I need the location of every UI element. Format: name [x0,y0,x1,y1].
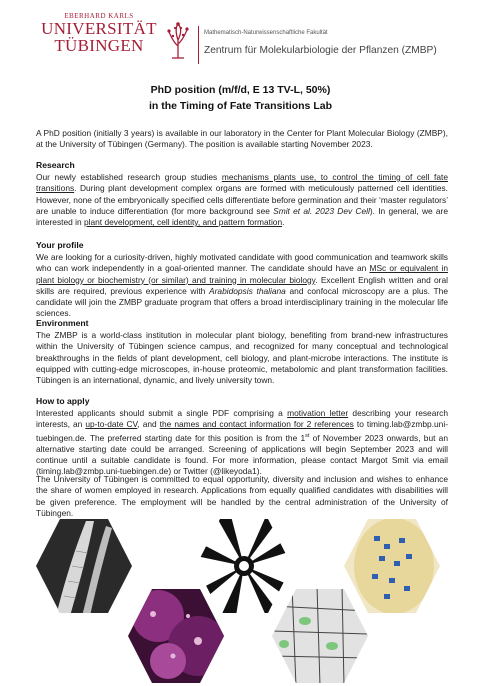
university-logo-line3: TÜBINGEN [54,36,144,55]
research-link-mechanisms[interactable]: mechanisms plants use, to control the timing of cell fate transitions [36,172,448,194]
research-text-2: . During plant development complex organs are formed with meticulously patterned cell identities. However, none of the embryonically specified cells differentiate before germination and their ‘master regulators’ are unable to induce differentiation (for more background see [36,183,448,216]
lab-title: in the Timing of Fate Transitions Lab [149,100,332,112]
intro-paragraph: A PhD position (initially 3 years) is available in our laboratory in the Center for Plant Molecular Biology (ZMBP), at the University of Tübingen (Germany). The position is available starting November 2023. [36,128,448,150]
apply-link-cv[interactable]: up-to-date CV [85,419,138,430]
university-logo-line1: EBERHARD KARLS [64,12,134,20]
hex-image-blue-cells [344,516,440,616]
hex-image-cell-grid [272,586,368,686]
center-name: Zentrum für Molekularbiologie der Pflanzen (ZMBP) [204,45,437,56]
apply-text-3: , and [137,419,160,430]
zmbp-tree-icon [163,20,193,60]
research-link-plant-development[interactable]: plant development, cell identity, and pattern formation [83,217,283,228]
profile-text-1: We are looking for a curiosity-driven, highly motivated candidate with good communication and teamwork skills who can work independently in a goal-oriented manner. The candidate should have an [36,252,448,274]
profile-paragraph [36,252,448,320]
apply-superscript: st [305,432,310,439]
research-text-3: ). In general, we are interested in [36,205,448,228]
hex-image-root-tip [36,516,132,616]
apply-link-motivation-letter[interactable]: motivation letter [287,408,349,418]
research-text-1: Our newly established research group studies [36,172,222,182]
profile-species: Arabidopsis thaliana [209,285,286,296]
apply-text-4: to timing.lab@zmbp.uni-tuebingen.de. The preferred starting date for this position is from the 1 [36,419,448,443]
apply-text-1: Interested applicants should submit a single PDF comprising a [36,408,288,418]
environment-paragraph: The ZMBP is a world-class institution in molecular plant biology, benefiting from brand-new infrastructures within the University of Tübingen science campus, and recognized for many conceptual and technological breakthroughs in the fields of plant development, cell biology, and plant-microbe interactions. The institute is equipped with cutting-edge microscopes, in-house proteomic, metabolomic and plant transformation facilities. Tübingen is an international, dynamic, and lively university town. [36,330,448,386]
research-text-4: . [282,217,285,228]
research-heading: Research [36,160,75,170]
apply-link-references[interactable]: the names and contact information for 2 references [159,419,354,430]
hex-image-spiral-pattern [196,516,292,616]
university-logo-line2: UNIVERSITÄT [41,19,157,38]
university-logo [36,12,162,54]
hex-image-purple-tissue [128,586,224,686]
apply-text-5: of November 2023 onwards, but an alternative starting date could be arranged. Screening of applications will begin September 2023 and will continue until a suitable candidate is found. For more information, please contact Margot Smit via email (timing.lab@zmbp.uni-tuebingen.de) or Twitter (@likeyoda1). [36,432,448,477]
equality-paragraph: The University of Tübingen is committed to equal opportunity, diversity and inclusion and wishes to enhance the share of women employed in research. Applications from equally qualified candidates with disabilities will be given preference. The employment will be handled by the central administration of the University of Tübingen. [36,474,448,518]
profile-link-msc[interactable]: MSc or equivalent in plant biology or biochemistry (or similar) and training in molecular biology [36,263,448,285]
position-title: PhD position (m/f/d, E 13 TV-L, 50%) [150,84,331,96]
header-divider [198,26,199,64]
apply-heading: How to apply [36,396,90,406]
profile-text-2: . Excellent English written and oral skills are required, previous experience with [36,274,448,296]
research-paragraph [36,172,448,228]
profile-heading: Your profile [36,240,84,250]
profile-text-3: and confocal microscopy are a plus. The candidate will join the ZMBP graduate program that offers a broad interdisciplinary training in the molecular life sciences. [36,285,448,319]
apply-text-2: describing your research interests, an [36,408,449,430]
research-reference: Smit et al. 2023 Dev Cell [273,205,370,216]
apply-paragraph [36,408,448,478]
environment-heading: Environment [36,318,89,328]
faculty-name: Mathematisch-Naturwissenschaftliche Fakultät [204,30,328,36]
